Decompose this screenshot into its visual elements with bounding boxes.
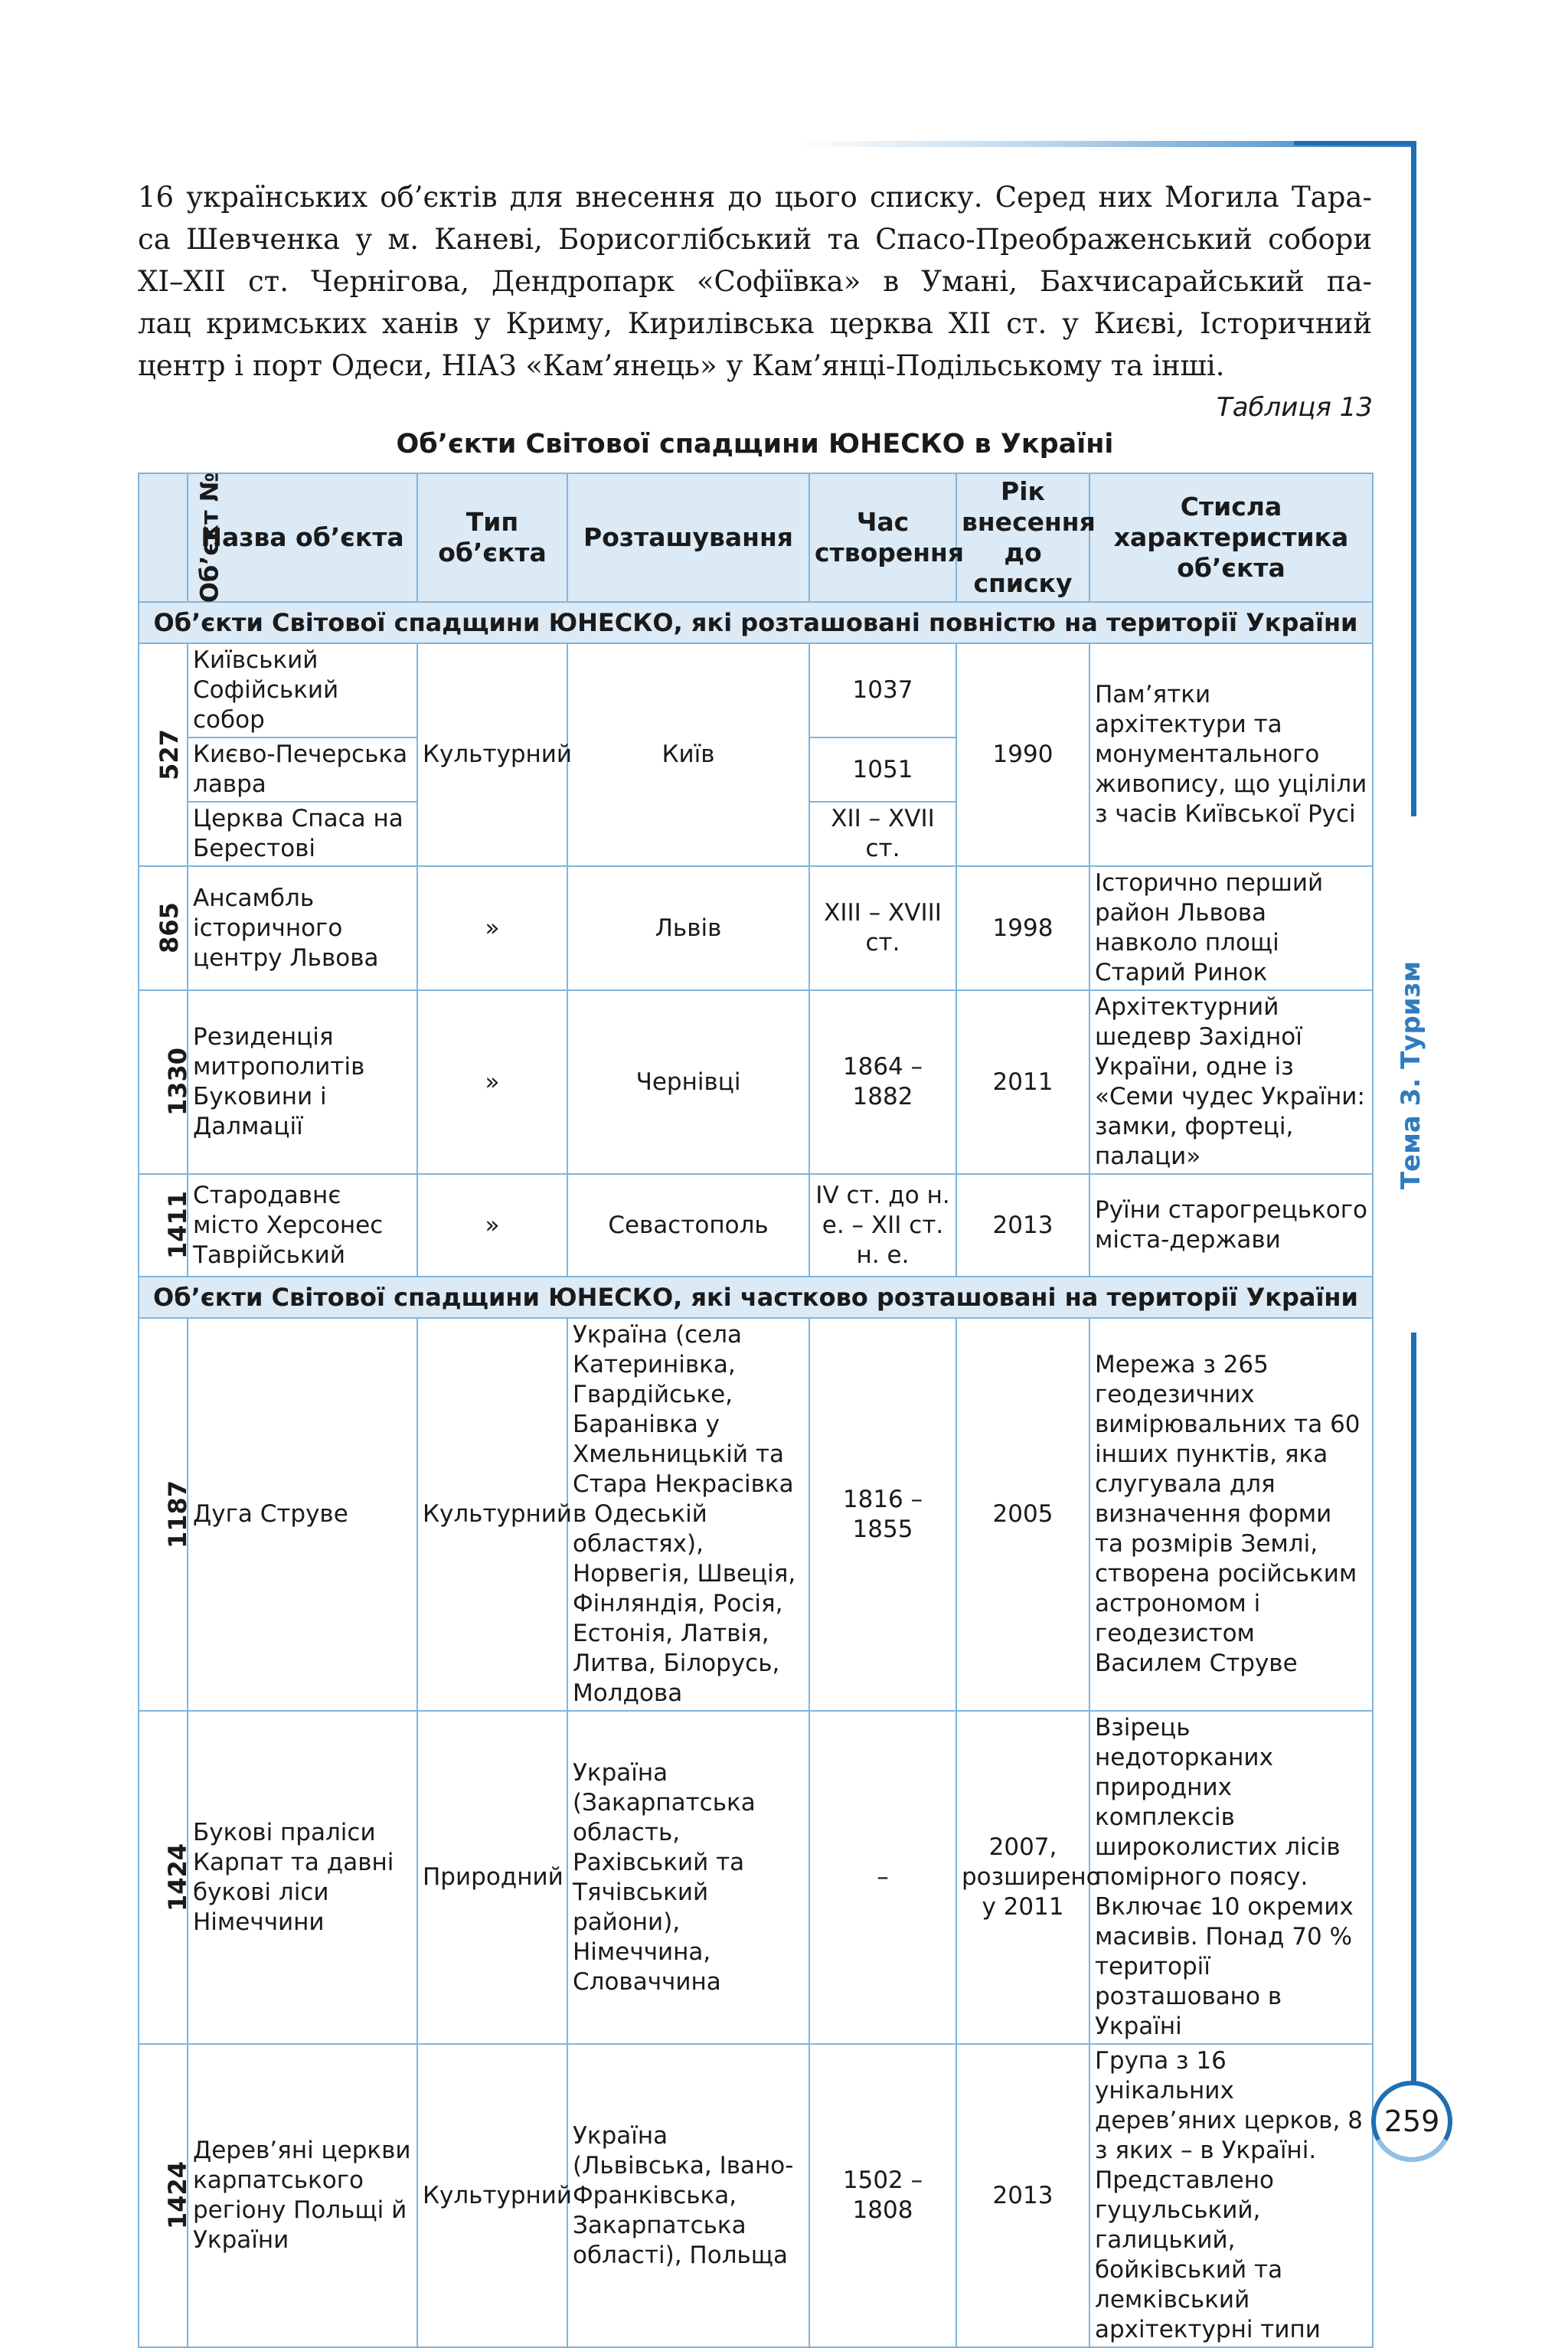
object-year: 2011: [956, 990, 1089, 1174]
object-year: 2005: [956, 1318, 1089, 1711]
object-time: 1037: [809, 643, 956, 737]
object-time: 1864 – 1882: [809, 990, 956, 1174]
object-time: IV ст. до н. е. – XII ст. н. е.: [809, 1174, 956, 1277]
header-time: Час створення: [809, 473, 956, 602]
section-heading-full: Об’єкти Світової спадщини ЮНЕСКО, які розташовані повністю на території України: [139, 602, 1373, 643]
object-number-text: 1411: [163, 1190, 193, 1260]
object-description: Історично перший район Львова навколо площі Старий Ринок: [1089, 866, 1373, 990]
object-number: [139, 1174, 193, 1277]
object-time: 1816 – 1855: [809, 1318, 956, 1711]
object-number: [139, 990, 193, 1174]
object-location: Україна (Львівська, Івано-Франківська, Закарпатська області), Польща: [567, 2044, 809, 2347]
object-number: [139, 1318, 193, 1711]
intro-line: 16 українських об’єктів для внесення до цього списку. Серед них Могила Тара-: [138, 181, 1372, 214]
object-number-text: 865: [154, 902, 184, 953]
object-number: [139, 1711, 193, 2044]
object-description: Руїни старогрецького міста-держави: [1089, 1174, 1373, 1277]
frame-right-line: [1411, 141, 1416, 816]
page-number: 259: [1383, 2104, 1440, 2138]
header-number: [139, 472, 224, 603]
frame-right-line-lower: [1411, 1333, 1416, 2121]
object-number-text: 1187: [163, 1480, 193, 1548]
section-row-full: [139, 602, 1373, 643]
heritage-table: [138, 473, 1374, 2348]
table-row: [139, 990, 1373, 1174]
object-description: Взірець недоторканих природних комплексів широколистих лісів помірного поясу. Включає 10 окремих масивів. Понад 70 % території розташовано в Україні: [1089, 1711, 1373, 2044]
object-number-text: 1424: [163, 2160, 193, 2230]
object-name: Ансамбль історичного центру Львова: [188, 866, 417, 990]
object-name: Букові праліси Карпат та давні букові ліси Німеччини: [188, 1711, 417, 2044]
intro-paragraph: [138, 176, 1372, 387]
object-description: Група з 16 унікальних дерев’яних церков, 8 з яких – в Україні. Представлено гуцульський, галицький, бойківський та лемківський архітектурні типи: [1089, 2044, 1373, 2347]
table-title: Об’єкти Світової спадщини ЮНЕСКО в Україні: [396, 429, 1114, 459]
header-type: Тип об’єкта: [417, 473, 567, 602]
object-name: Резиденція митрополитів Буковини і Далмації: [188, 990, 417, 1174]
object-type: »: [417, 1174, 567, 1277]
object-number: [139, 643, 188, 866]
object-type: Культурний: [417, 1318, 567, 1711]
object-name: Церква Спаса на Берестові: [188, 802, 417, 866]
table-row: [139, 1318, 1373, 1711]
table-header-row: [139, 473, 1373, 602]
object-description: Мережа з 265 геодезичних вимірювальних та 60 інших пунктів, яка слугувала для визначення форми та розмірів Землі, створена російським астрономом і геодезистом Василем Струве: [1089, 1318, 1373, 1711]
intro-line: центр і порт Одеси, НІАЗ «Кам’янець» у Кам’янці-Подільському та інші.: [138, 349, 1225, 382]
object-name: Дерев’яні церкви карпатського регіону Польщі й України: [188, 2044, 417, 2347]
object-time: –: [809, 1711, 956, 2044]
intro-line: са Шевченка у м. Каневі, Борисоглібський та Спасо-Преображенський собори: [138, 223, 1372, 256]
object-description: Архітектурний шедевр Західної України, одне із «Семи чудес України: замки, фортеці, палаци»: [1089, 990, 1373, 1174]
object-time: XIII – XVIII ст.: [809, 866, 956, 990]
header-number-label: Об’єкт №: [194, 472, 224, 603]
header-description: Стисла характеристика об’єкта: [1089, 473, 1373, 602]
object-name: Київський Софійський собор: [188, 643, 417, 737]
table-row: [139, 1711, 1373, 2044]
section-heading-partial: Об’єкти Світової спадщини ЮНЕСКО, які частково розташовані на території України: [139, 1277, 1373, 1318]
object-location: Київ: [567, 643, 809, 866]
header-location: Розташування: [567, 473, 809, 602]
object-year: 1998: [956, 866, 1089, 990]
object-type: Культурний: [417, 643, 567, 866]
table-row: [139, 2044, 1373, 2347]
object-number: [139, 866, 188, 990]
table-row: [139, 1174, 1373, 1277]
object-time: XII – XVII ст.: [809, 802, 956, 866]
table-label: Таблиця 13: [1216, 392, 1373, 423]
object-type: Культурний: [417, 2044, 567, 2347]
frame-top-line: [1294, 141, 1416, 146]
object-name: Дуга Струве: [188, 1318, 417, 1711]
object-year: 2013: [956, 1174, 1089, 1277]
header-name: Назва об’єкта: [188, 473, 417, 602]
object-number-text: 1330: [163, 1047, 193, 1117]
object-type: »: [417, 990, 567, 1174]
object-location: Україна (села Катеринівка, Гвардійське, Баранівка у Хмельницькій та Стара Некрасівка в Одеській областях), Норвегія, Швеція, Фінляндія, Росія, Естонія, Латвія, Литва, Білорусь, Молдова: [567, 1318, 809, 1711]
intro-line: XI–XII ст. Чернігова, Дендропарк «Софіївка» в Умані, Бахчисарайський па-: [138, 265, 1372, 298]
object-name: Стародавнє місто Херсонес Таврійський: [188, 1174, 417, 1277]
object-time: 1502 – 1808: [809, 2044, 956, 2347]
section-side-label: Тема 3. Туризм: [1396, 960, 1426, 1190]
object-year: 2013: [956, 2044, 1089, 2347]
object-number: [139, 2044, 193, 2347]
object-year: 2007, розширено у 2011: [956, 1711, 1089, 2044]
header-year: Рік внесення до списку: [956, 473, 1089, 602]
object-location: Севастополь: [567, 1174, 809, 1277]
object-name: Києво-Печерська лавра: [188, 737, 417, 802]
object-number-text: 1424: [163, 1843, 193, 1911]
object-location: Україна (Закарпатська область, Рахівський та Тячівський райони), Німеччина, Словаччина: [567, 1711, 809, 2044]
object-location: Чернівці: [567, 990, 809, 1174]
object-number-text: 527: [154, 728, 184, 780]
object-type: »: [417, 866, 567, 990]
object-description: Пам’ятки архітектури та монументального живопису, що уціліли з часів Київської Русі: [1089, 643, 1373, 866]
object-type: Природний: [417, 1711, 567, 2044]
object-year: 1990: [956, 643, 1089, 866]
section-row-partial: [139, 1277, 1373, 1318]
table-row: [139, 643, 1373, 737]
object-time: 1051: [809, 737, 956, 802]
intro-line: лац кримських ханів у Криму, Кирилівська церква XII ст. у Києві, Історичний: [138, 307, 1372, 340]
table-row: [139, 866, 1373, 990]
object-location: Львів: [567, 866, 809, 990]
